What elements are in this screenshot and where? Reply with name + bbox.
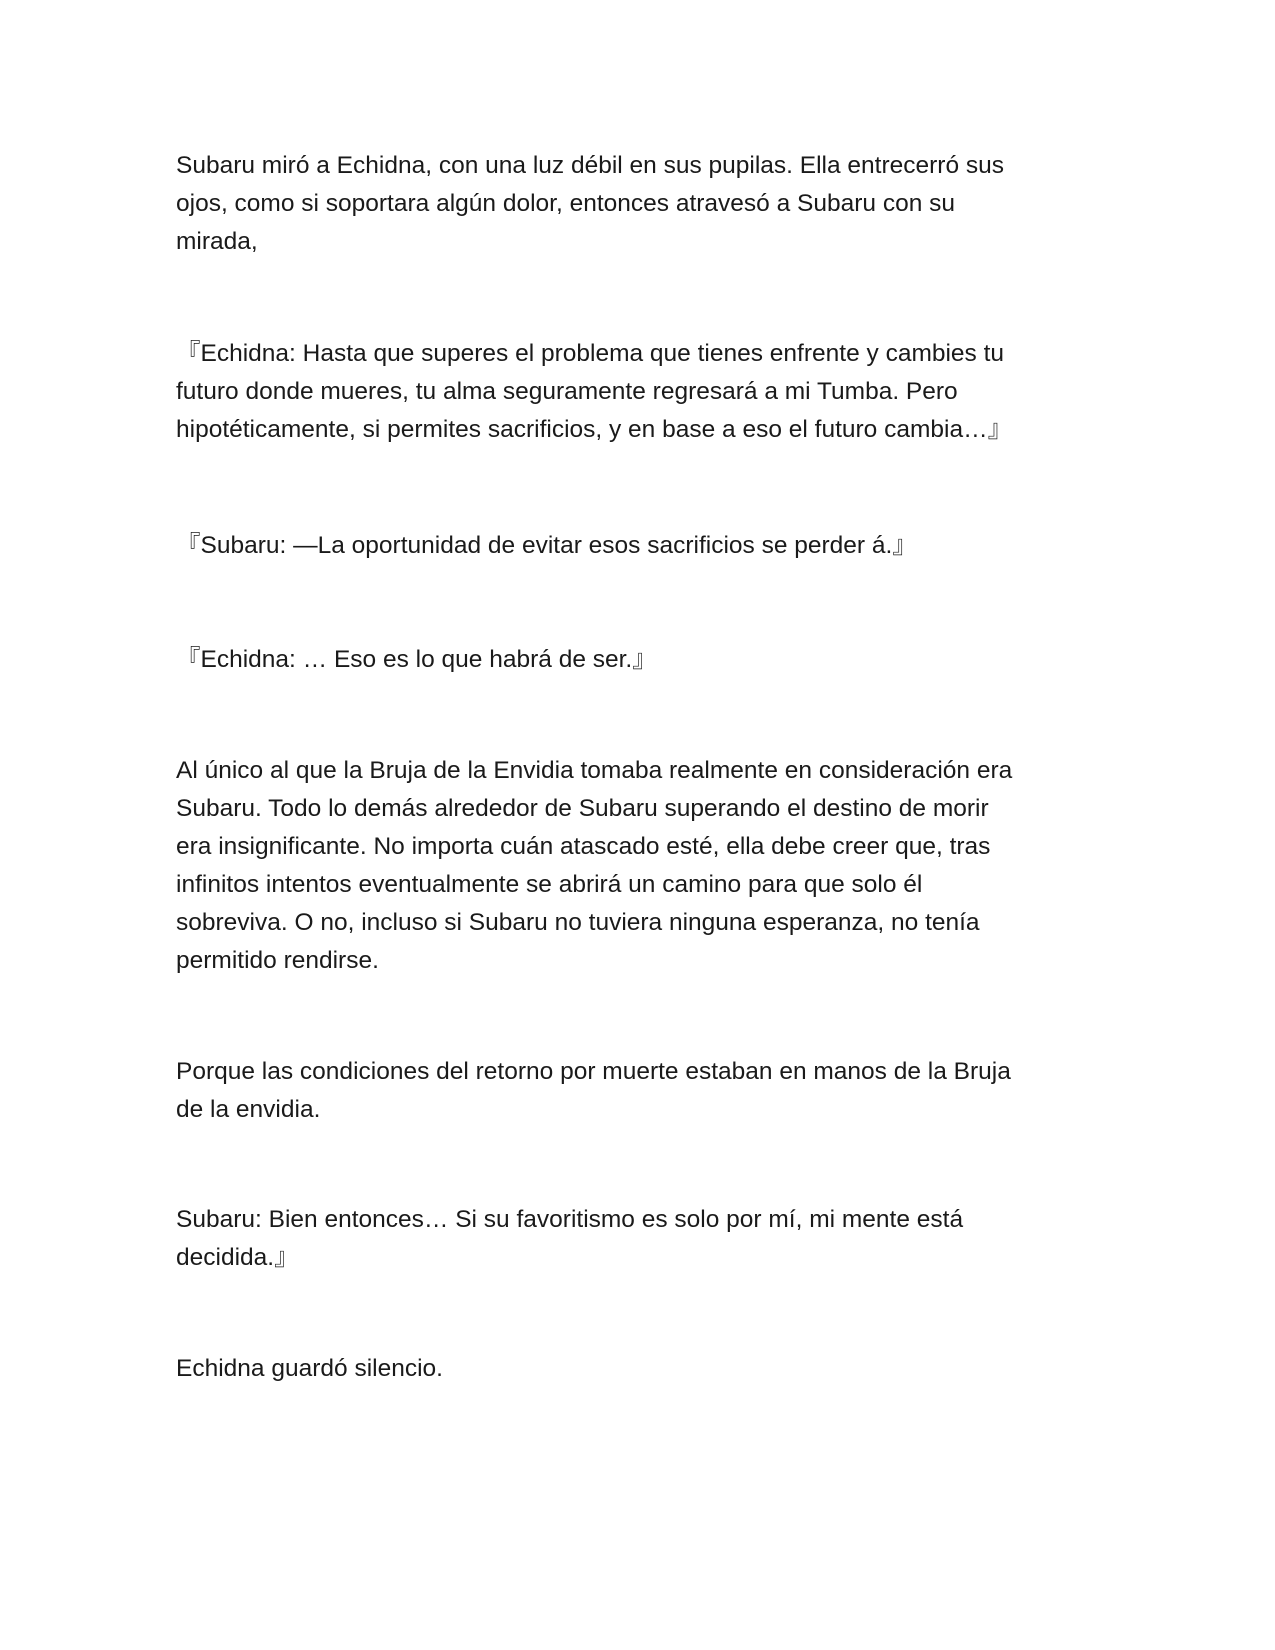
dialogue-subaru-2 xyxy=(176,1201,1096,1277)
text-line: futuro donde mueres, tu alma seguramente regresará a mi Tumba. Pero xyxy=(176,378,958,405)
dialogue-subaru-1 xyxy=(176,527,1096,565)
text-line: Al único al que la Bruja de la Envidia tomaba realmente en consideración era xyxy=(176,757,1013,784)
text-line: Subaru miró a Echidna, con una luz débil en sus pupilas. Ella entrecerró sus xyxy=(176,152,1005,179)
narration-paragraph-4 xyxy=(176,1350,1096,1388)
text-line: era insignificante. No importa cuán atascado esté, ella debe creer que, tras xyxy=(176,833,991,860)
text-line: sobreviva. O no, incluso si Subaru no tuviera ninguna esperanza, no tenía xyxy=(176,909,980,936)
text-line: 『Echidna: … Eso es lo que habrá de ser.』 xyxy=(176,646,657,673)
dialogue-echidna-1 xyxy=(176,335,1096,449)
text-line: 『Echidna: Hasta que superes el problema que tienes enfrente y cambies tu xyxy=(176,340,1005,367)
text-line: Porque las condiciones del retorno por muerte estaban en manos de la Bruja xyxy=(176,1058,1011,1085)
text-line: decidida.』 xyxy=(176,1244,299,1271)
text-line: infinitos intentos eventualmente se abrirá un camino para que solo él xyxy=(176,871,923,898)
text-line: 『Subaru: —La oportunidad de evitar esos sacrificios se perder á.』 xyxy=(176,532,917,559)
dialogue-echidna-2 xyxy=(176,641,1096,679)
text-line: Subaru. Todo lo demás alrededor de Subaru superando el destino de morir xyxy=(176,795,989,822)
text-line: ojos, como si soportara algún dolor, entonces atravesó a Subaru con su xyxy=(176,190,956,217)
text-line: permitido rendirse. xyxy=(176,947,379,974)
text-line: Echidna guardó silencio. xyxy=(176,1355,443,1382)
text-line: de la envidia. xyxy=(176,1096,321,1123)
text-line: hipotéticamente, si permites sacrificios, y en base a eso el futuro cambia…』 xyxy=(176,416,1013,443)
narration-paragraph-2 xyxy=(176,752,1096,980)
narration-paragraph-1 xyxy=(176,147,1096,261)
text-line: Subaru: Bien entonces… Si su favoritismo es solo por mí, mi mente está xyxy=(176,1206,964,1233)
narration-paragraph-3 xyxy=(176,1053,1096,1129)
text-line: mirada, xyxy=(176,228,258,255)
